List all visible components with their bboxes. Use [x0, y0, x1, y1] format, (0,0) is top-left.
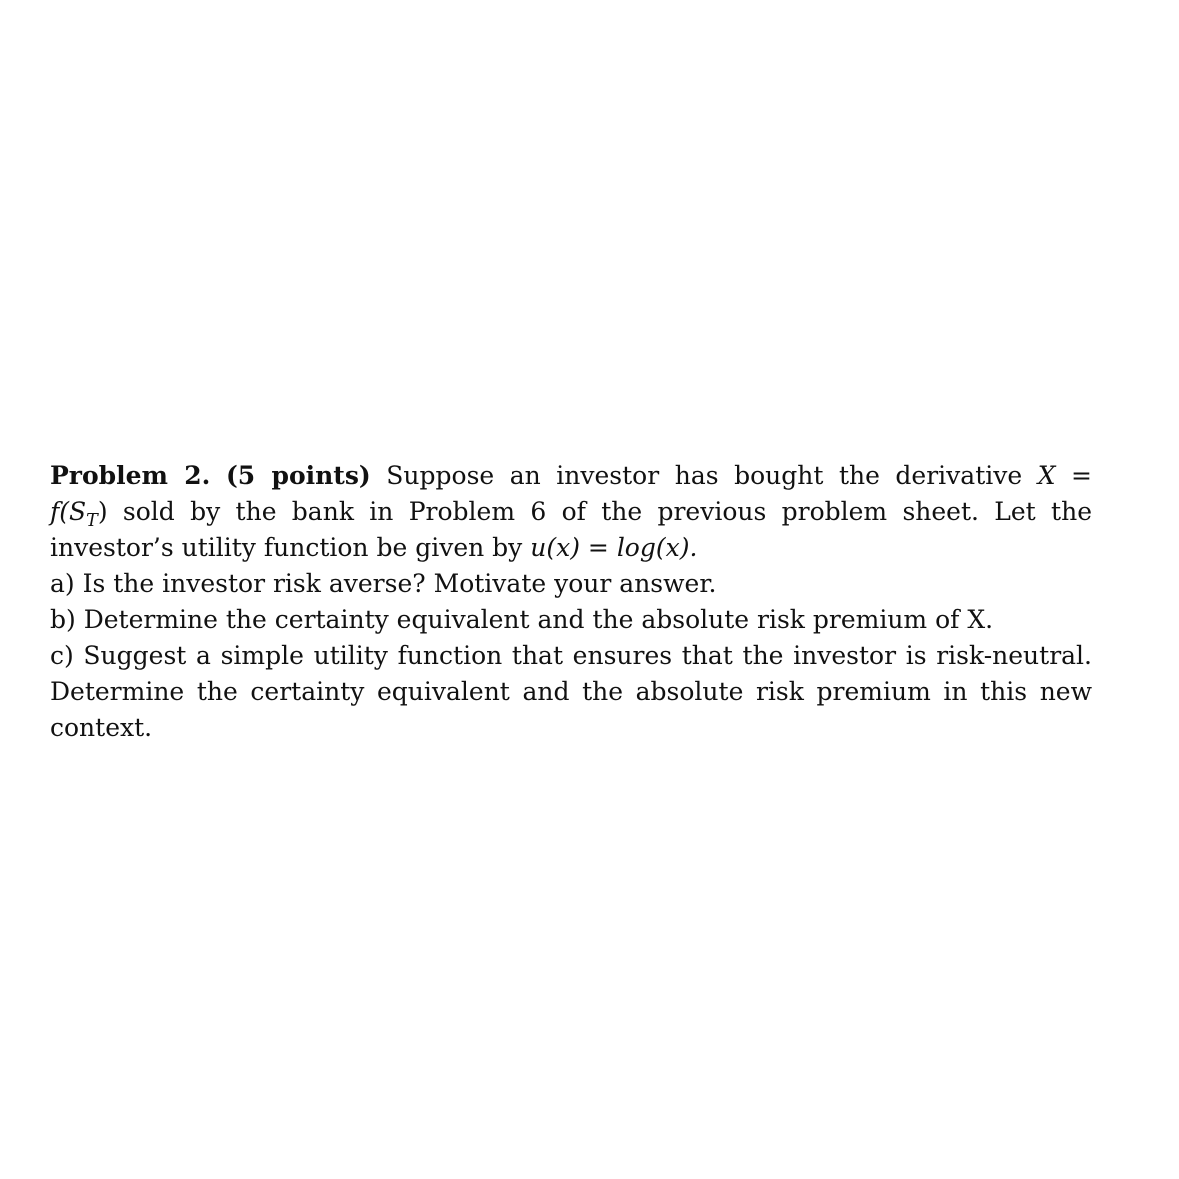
problem-intro-text: Suppose an investor has bought the derivative — [386, 461, 1023, 490]
maturity-subscript: T — [86, 511, 98, 531]
part-a: a) Is the investor risk averse? Motivate your answer. — [50, 569, 717, 598]
utility-function: u(x) = log(x). — [530, 533, 698, 562]
part-c-line-1: c) Suggest a simple utility function that ensures that the investor is risk-neutral. — [50, 641, 1092, 670]
part-b: b) Determine the certainty equivalent and the absolute risk premium of X. — [50, 605, 994, 634]
payoff-function: f(S — [50, 497, 87, 526]
problem-heading: Problem 2. — [50, 461, 211, 490]
problem-line-2 — [50, 494, 1092, 530]
problem-points: (5 points) — [225, 461, 371, 490]
problem-line-1 — [50, 458, 1092, 494]
problem-text-block — [50, 458, 1092, 746]
part-c-line-2: Determine the certainty equivalent and the absolute risk premium in this new — [50, 677, 1092, 706]
utility-intro-text: investor’s utility function be given by — [50, 533, 523, 562]
problem-line-3 — [50, 530, 1092, 566]
problem-line-2-text: ) sold by the bank in Problem 6 of the previous problem sheet. Let the — [97, 497, 1092, 526]
derivative-symbol: X = — [1037, 461, 1093, 490]
part-c-line-3: context. — [50, 713, 153, 742]
